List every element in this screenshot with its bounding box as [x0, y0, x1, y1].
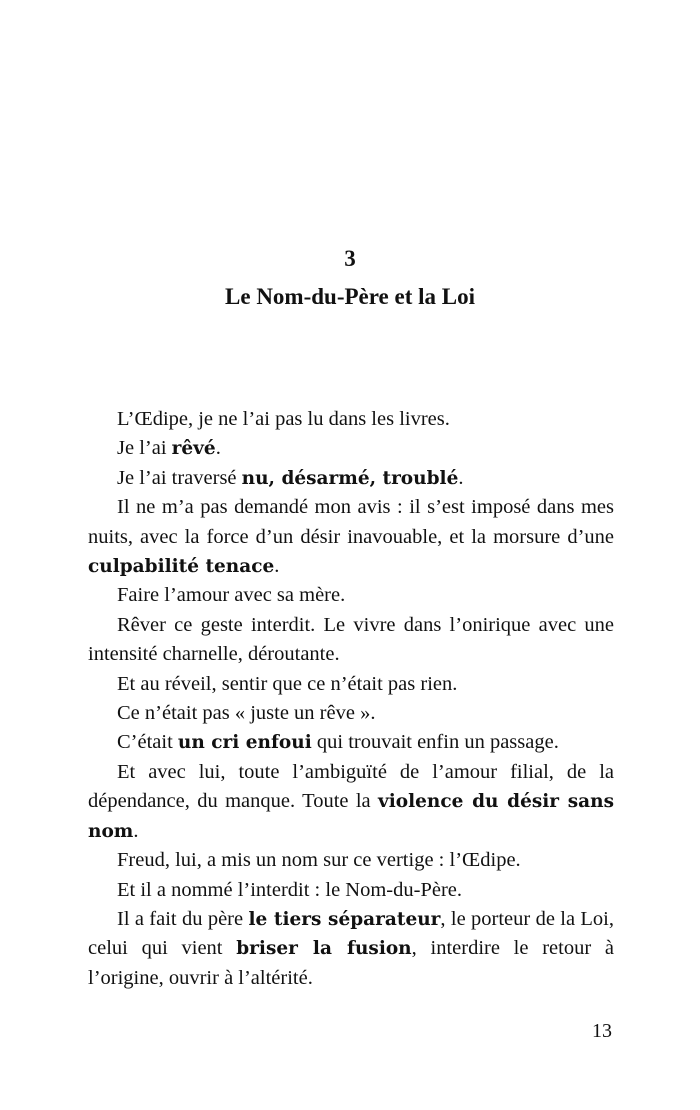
- paragraph: [88, 434, 614, 463]
- paragraph: [88, 846, 614, 875]
- text-run: , interdire le retour à l’origine, ouvrir à l’altérité.: [88, 937, 614, 989]
- bold-phrase: nu, désarmé, troublé: [241, 467, 459, 489]
- paragraph: [88, 464, 614, 493]
- text-run: .: [274, 555, 280, 578]
- bold-phrase: violence du désir sans nom: [88, 791, 614, 842]
- paragraph: [88, 493, 614, 581]
- text-run: C’était: [117, 731, 178, 754]
- text-run: Rêver ce geste interdit. Le vivre dans l’onirique avec une intensité charnelle, déroutante.: [88, 613, 614, 666]
- text-run: Je l’ai traversé: [117, 466, 242, 489]
- text-run: Et au réveil, sentir que ce n’était pas rien.: [117, 672, 458, 695]
- bold-phrase: rêvé: [171, 438, 216, 460]
- paragraph: [88, 405, 614, 434]
- bold-phrase: briser la fusion: [236, 938, 412, 960]
- text-run: Freud, lui, a mis un nom sur ce vertige : l’Œdipe.: [117, 849, 521, 872]
- bold-phrase: le tiers séparateur: [248, 908, 441, 930]
- paragraph: [88, 905, 614, 993]
- text-run: L’Œdipe, je ne l’ai pas lu dans les livres.: [117, 408, 450, 430]
- text-run: Je l’ai: [117, 437, 172, 460]
- chapter-title: Le Nom-du-Père et la Loi: [225, 284, 475, 309]
- text-run: .: [215, 437, 221, 460]
- text-run: , le porteur de la Loi, celui qui vient: [88, 907, 614, 960]
- text-run: .: [133, 819, 139, 842]
- page-number: 13: [592, 1020, 612, 1042]
- text-run: Et il a nommé l’interdit : le Nom-du-Père.: [117, 878, 462, 901]
- text-run: Il a fait du père: [117, 907, 249, 930]
- paragraph: [88, 670, 614, 699]
- text-run: qui trouvait enfin un passage.: [311, 731, 559, 754]
- paragraph: [88, 699, 614, 728]
- chapter-number: 3: [344, 246, 356, 271]
- text-run: .: [458, 466, 464, 489]
- paragraph: [88, 758, 614, 846]
- paragraph: [88, 728, 614, 757]
- bold-phrase: culpabilité tenace: [88, 556, 275, 578]
- body-text: [88, 405, 614, 993]
- paragraph: [88, 611, 614, 670]
- paragraph: [88, 581, 614, 610]
- text-run: Faire l’amour avec sa mère.: [117, 584, 346, 607]
- paragraph: [88, 876, 614, 905]
- text-run: Ce n’était pas « juste un rêve ».: [117, 702, 376, 725]
- text-run: Il ne m’a pas demandé mon avis : il s’est imposé dans mes nuits, avec la force d’un désir inavouable, et la morsure d’une: [88, 496, 614, 548]
- text-run: Et avec lui, toute l’ambiguïté de l’amour filial, de la dépendance, du manque. Toute la: [88, 760, 614, 813]
- bold-phrase: un cri enfoui: [177, 732, 312, 754]
